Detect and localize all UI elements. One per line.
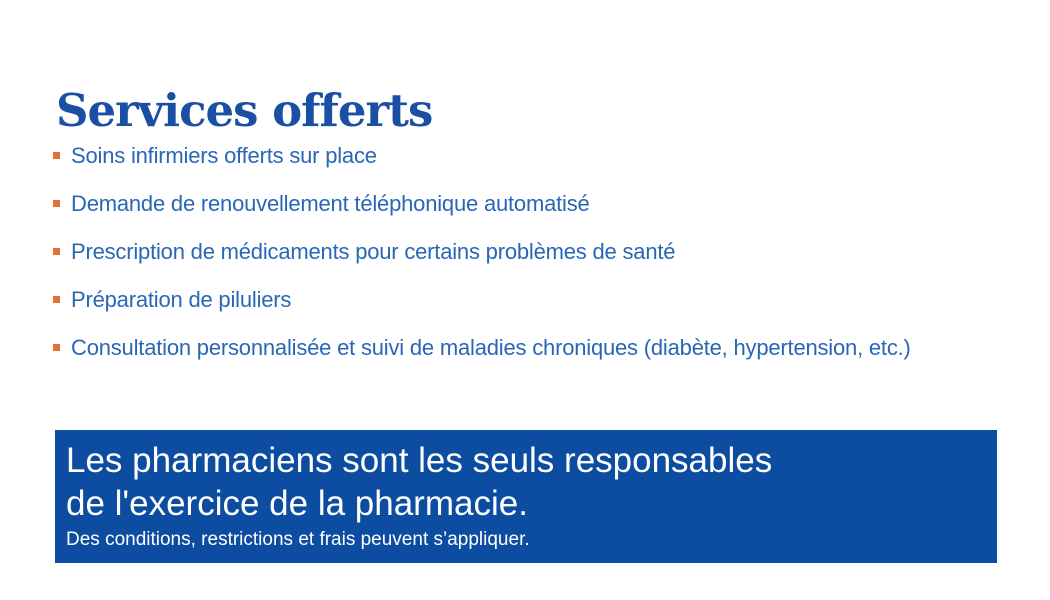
info-banner [55, 430, 997, 563]
banner-line-2: de l'exercice de la pharmacie. [66, 484, 528, 523]
list-item [53, 240, 911, 264]
bullet-text: Consultation personnalisée et suivi de maladies chroniques (diabète, hypertension, etc.) [71, 335, 911, 360]
bullet-square-icon [53, 296, 60, 303]
bullet-text: Prescription de médicaments pour certains problèmes de santé [71, 239, 676, 264]
bullet-text: Préparation de piluliers [71, 287, 292, 312]
bullet-text: Demande de renouvellement téléphonique automatisé [71, 191, 590, 216]
bullet-square-icon [53, 152, 60, 159]
list-item [53, 336, 911, 360]
bullet-square-icon [53, 248, 60, 255]
banner-line-1: Les pharmaciens sont les seuls responsables [66, 441, 773, 480]
list-item [53, 144, 911, 168]
page-title: Services offerts [56, 84, 433, 138]
services-list [53, 144, 911, 384]
bullet-square-icon [53, 200, 60, 207]
banner-disclaimer: Des conditions, restrictions et frais peuvent s’appliquer. [66, 529, 530, 550]
bullet-text: Soins infirmiers offerts sur place [71, 143, 377, 168]
bullet-square-icon [53, 344, 60, 351]
list-item [53, 192, 911, 216]
list-item [53, 288, 911, 312]
